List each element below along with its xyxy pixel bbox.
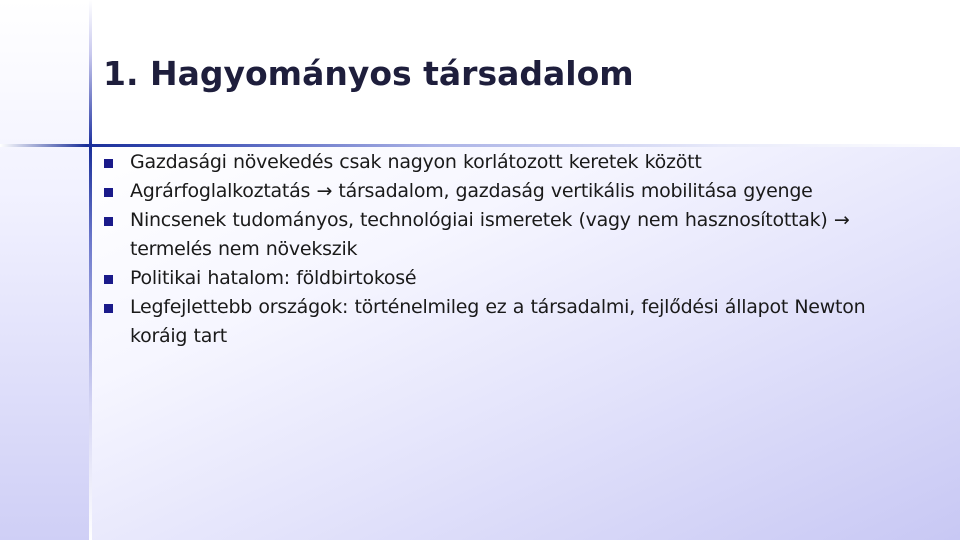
left-gradient-panel <box>0 0 92 540</box>
vertical-accent-line <box>89 0 92 540</box>
bullet-text: Nincsenek tudományos, technológiai ismeretek (vagy nem hasznosítottak) → termelés nem növekszik <box>130 209 850 260</box>
bullet-text: Legfejlettebb országok: történelmileg ez a társadalmi, fejlődési állapot Newton koráig tart <box>130 296 866 347</box>
square-bullet-icon <box>104 188 113 197</box>
square-bullet-icon <box>104 217 113 226</box>
bullet-list <box>104 148 924 351</box>
bullet-item <box>104 148 924 177</box>
horizontal-accent-line <box>0 144 960 147</box>
bullet-text: Politikai hatalom: földbirtokosé <box>130 267 417 289</box>
bullet-item <box>104 177 924 206</box>
slide-title: 1. Hagyományos társadalom <box>103 54 634 93</box>
square-bullet-icon <box>104 275 113 284</box>
bullet-item <box>104 293 924 351</box>
bullet-text: Gazdasági növekedés csak nagyon korlátozott keretek között <box>130 151 702 173</box>
square-bullet-icon <box>104 304 113 313</box>
bullet-item <box>104 264 924 293</box>
square-bullet-icon <box>104 159 113 168</box>
bullet-item <box>104 206 924 264</box>
bullet-text: Agrárfoglalkoztatás → társadalom, gazdaság vertikális mobilitása gyenge <box>130 180 813 202</box>
